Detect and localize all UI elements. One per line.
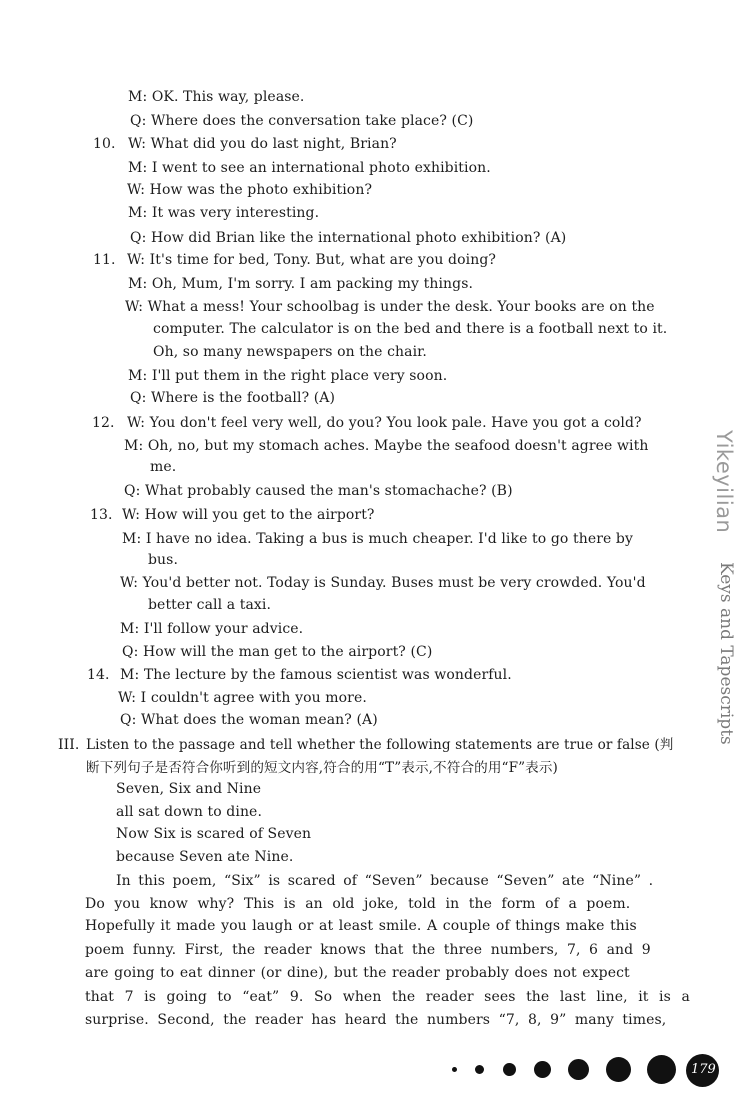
paragraph-line: Do you know why? This is an old joke, told in the form of a poem. xyxy=(85,896,631,912)
line-w-18: W: How will you get to the airport? xyxy=(122,507,375,523)
sidebar-brand: Yikeyilian xyxy=(712,430,736,534)
line-cont-11: Oh, so many newspapers on the chair. xyxy=(153,344,427,360)
line-m-23: M: I'll follow your advice. xyxy=(120,621,304,637)
poem-line: all sat down to dine. xyxy=(116,804,262,820)
item-10-number: 10. xyxy=(93,136,116,152)
line-m-8: M: Oh, Mum, I'm sorry. I am packing my things. xyxy=(128,276,474,292)
line-m-25: M: The lecture by the famous scientist was wonderful. xyxy=(120,667,512,683)
line-q-27: Q: What does the woman mean? (A) xyxy=(120,712,378,728)
section-3-numeral: III. xyxy=(58,737,80,753)
paragraph-line: Hopefully it made you laugh or at least smile. A couple of things make this xyxy=(85,918,637,934)
line-cont-16: me. xyxy=(150,459,177,475)
line-cont-20: bus. xyxy=(148,552,179,568)
line-w-21: W: You'd better not. Today is Sunday. Buses must be very crowded. You'd xyxy=(120,575,646,591)
paragraph-line: surprise. Second, the reader has heard the numbers “7, 8, 9” many times, xyxy=(85,1012,667,1028)
line-m-19: M: I have no idea. Taking a bus is much cheaper. I'd like to go there by xyxy=(122,531,634,547)
line-w-26: W: I couldn't agree with you more. xyxy=(118,690,367,706)
line-m-12: M: I'll put them in the right place very soon. xyxy=(128,368,448,384)
dot-2 xyxy=(475,1065,484,1074)
line-m-0: M: OK. This way, please. xyxy=(128,89,305,105)
poem-line: Seven, Six and Nine xyxy=(116,781,262,797)
line-q-17: Q: What probably caused the man's stomachache? (B) xyxy=(124,483,513,499)
sidebar-title: Keys and Tapescripts xyxy=(716,562,736,745)
line-q-1: Q: Where does the conversation take place? (C) xyxy=(130,113,474,129)
page-number: 179 xyxy=(691,1062,716,1077)
line-q-13: Q: Where is the football? (A) xyxy=(130,390,336,406)
dot-4 xyxy=(534,1061,551,1078)
dot-1 xyxy=(452,1067,457,1072)
paragraph-line: are going to eat dinner (or dine), but the reader probably does not expect xyxy=(85,965,630,981)
line-w-9: W: What a mess! Your schoolbag is under the desk. Your books are on the xyxy=(125,299,655,315)
item-12-number: 12. xyxy=(92,415,115,431)
poem-line: because Seven ate Nine. xyxy=(116,849,294,865)
poem-line: Now Six is scared of Seven xyxy=(116,826,312,842)
item-14-number: 14. xyxy=(87,667,110,683)
line-w-4: W: How was the photo exhibition? xyxy=(127,182,373,198)
line-w-14: W: You don't feel very well, do you? You look pale. Have you got a cold? xyxy=(127,415,642,431)
line-q-6: Q: How did Brian like the international photo exhibition? (A) xyxy=(130,230,567,246)
line-w-2: W: What did you do last night, Brian? xyxy=(128,136,397,152)
paragraph-line: that 7 is going to “eat” 9. So when the reader sees the last line, it is a xyxy=(85,989,690,1005)
item-13-number: 13. xyxy=(90,507,113,523)
dot-6 xyxy=(606,1057,631,1082)
dot-7 xyxy=(647,1055,676,1084)
section-3-instruction-line-2: 断下列句子是否符合你听到的短文内容,符合的用“T”表示,不符合的用“F”表示) xyxy=(86,760,558,776)
dot-3 xyxy=(503,1063,516,1076)
line-cont-22: better call a taxi. xyxy=(148,597,272,613)
line-m-5: M: It was very interesting. xyxy=(128,205,320,221)
dot-5 xyxy=(568,1059,589,1080)
line-cont-10: computer. The calculator is on the bed and there is a football next to it. xyxy=(153,321,668,337)
line-m-15: M: Oh, no, but my stomach aches. Maybe the seafood doesn't agree with xyxy=(124,438,649,454)
section-3-instruction-line-1: Listen to the passage and tell whether the following statements are true or false (判 xyxy=(86,737,674,753)
line-w-7: W: It's time for bed, Tony. But, what are you doing? xyxy=(127,252,497,268)
line-m-3: M: I went to see an international photo exhibition. xyxy=(128,160,491,176)
item-11-number: 11. xyxy=(93,252,116,268)
paragraph-line: In this poem, “Six” is scared of “Seven” because “Seven” ate “Nine” . xyxy=(116,873,654,889)
page-dot-decoration xyxy=(448,1052,728,1092)
paragraph-line: poem funny. First, the reader knows that the three numbers, 7, 6 and 9 xyxy=(85,942,651,958)
line-q-24: Q: How will the man get to the airport? (C) xyxy=(122,644,433,660)
